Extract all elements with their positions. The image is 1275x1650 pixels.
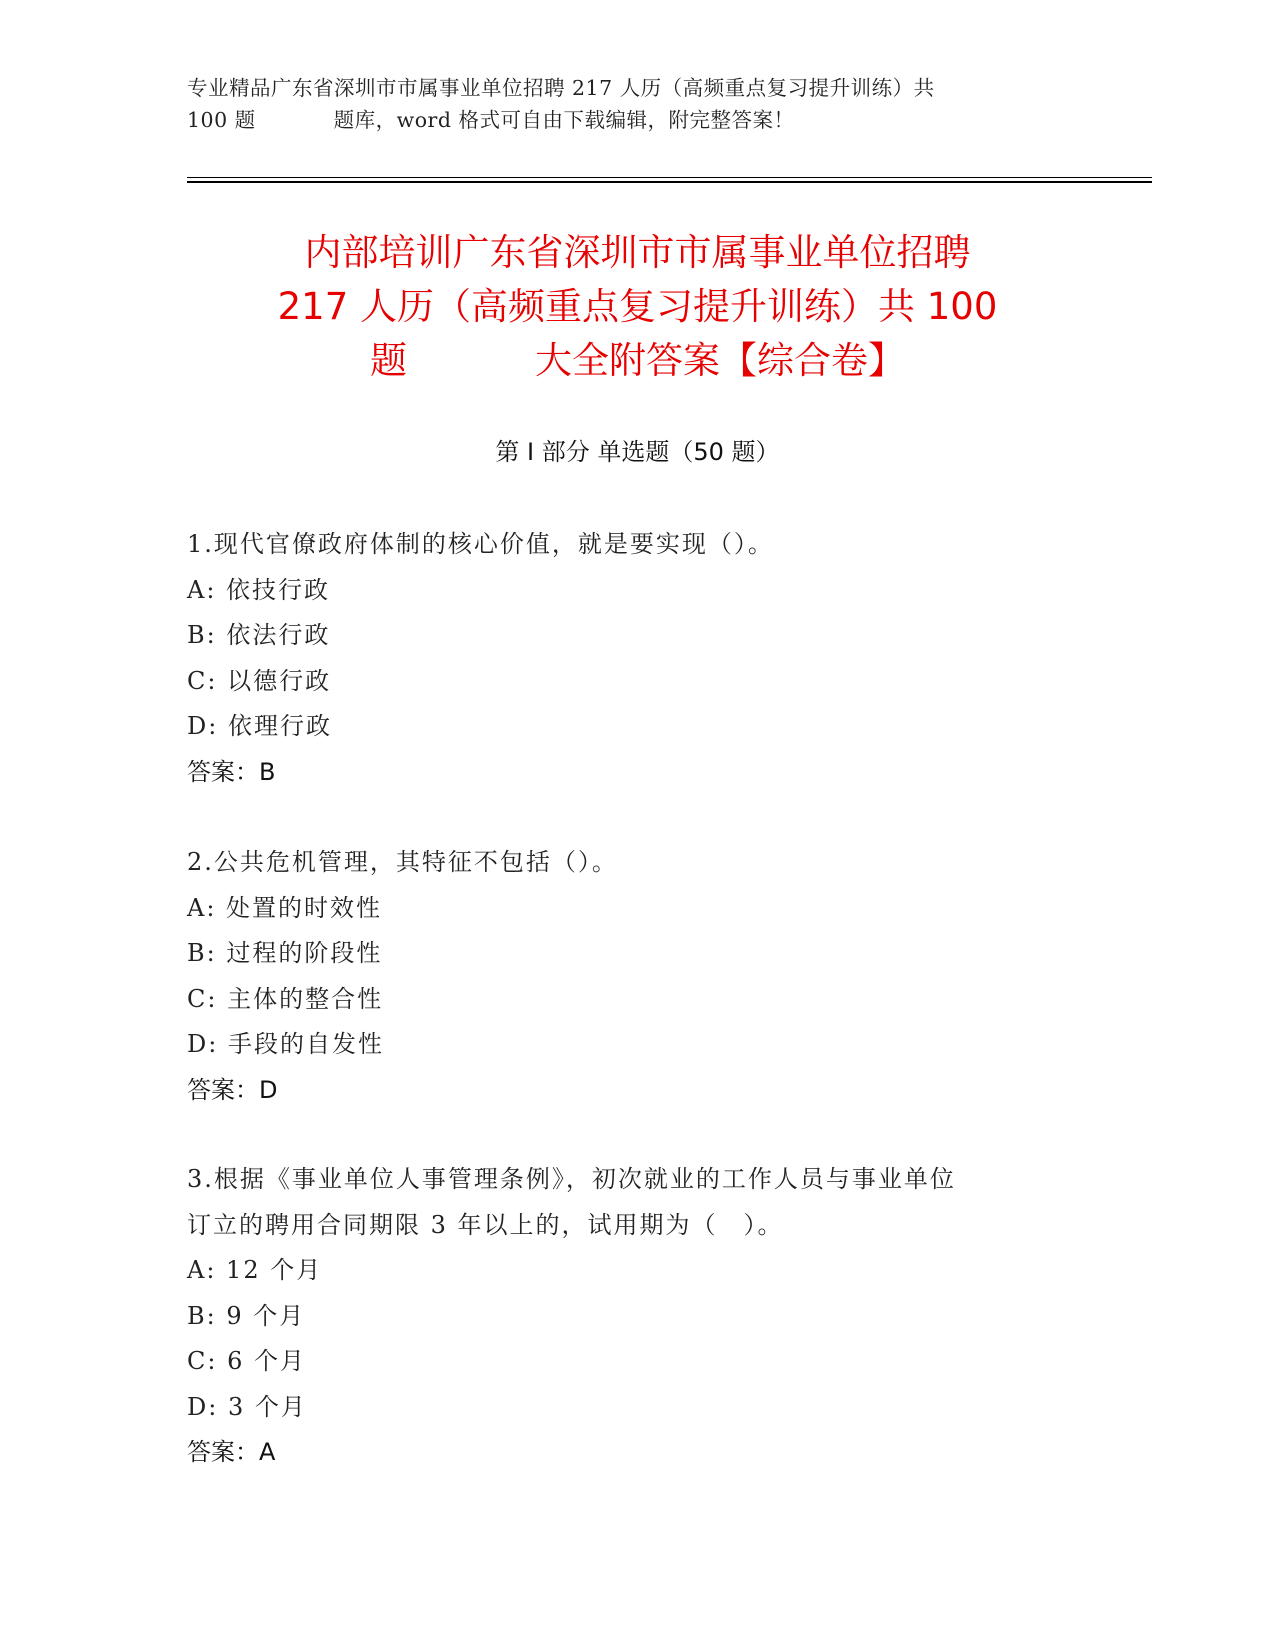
option-c: C: 主体的整合性 [187, 984, 384, 1013]
header-line-1: 专业精品广东省深圳市市属事业单位招聘 217 人历（高频重点复习提升训练）共 [187, 76, 935, 100]
option-a: A: 依技行政 [187, 575, 331, 604]
page-header [187, 72, 1067, 136]
answer: 答案：B [187, 757, 276, 786]
option-c: C: 6 个月 [187, 1347, 306, 1375]
header-divider-thick [187, 181, 1152, 183]
title-line-3-left: 题 [370, 339, 407, 382]
option-a: A: 12 个月 [187, 1256, 323, 1284]
option-b: B: 9 个月 [187, 1301, 306, 1330]
title-line-2: 217 人历（高频重点复习提升训练）共 100 [277, 285, 998, 328]
header-line-2-left: 100 题 [187, 108, 256, 132]
section-title: 第 I 部分 单选题（50 题） [495, 438, 780, 466]
option-b: B: 过程的阶段性 [187, 939, 383, 967]
question-stem-line-2: 订立的聘用合同期限 3 年以上的，试用期为（ ）。 [187, 1210, 784, 1239]
option-d: D: 3 个月 [187, 1392, 307, 1421]
header-line-2-right: 题库，word 格式可自由下载编辑，附完整答案！ [333, 108, 795, 132]
option-b: B: 依法行政 [187, 621, 331, 649]
title-line-3-right: 大全附答案【综合卷】 [535, 339, 905, 382]
document-title [140, 226, 1135, 388]
option-a: A: 处置的时效性 [187, 893, 383, 922]
title-line-3 [140, 334, 1135, 388]
question-3 [187, 1157, 1067, 1476]
title-line-1: 内部培训广东省深圳市市属事业单位招聘 [304, 231, 971, 274]
question-1 [187, 522, 1067, 795]
option-d: D: 依理行政 [187, 712, 332, 740]
option-d: D: 手段的自发性 [187, 1030, 384, 1058]
question-stem: 2.公共危机管理，其特征不包括（）。 [187, 848, 618, 876]
question-2 [187, 840, 1067, 1113]
option-c: C: 以德行政 [187, 666, 332, 695]
header-line-2 [187, 104, 1067, 136]
answer: 答案：A [187, 1438, 276, 1466]
answer: 答案：D [187, 1075, 278, 1104]
question-stem-line-1: 3.根据《事业单位人事管理条例》，初次就业的工作人员与事业单位 [187, 1165, 956, 1193]
header-divider-thin [187, 177, 1152, 178]
question-stem: 1.现代官僚政府体制的核心价值，就是要实现（）。 [187, 530, 774, 558]
